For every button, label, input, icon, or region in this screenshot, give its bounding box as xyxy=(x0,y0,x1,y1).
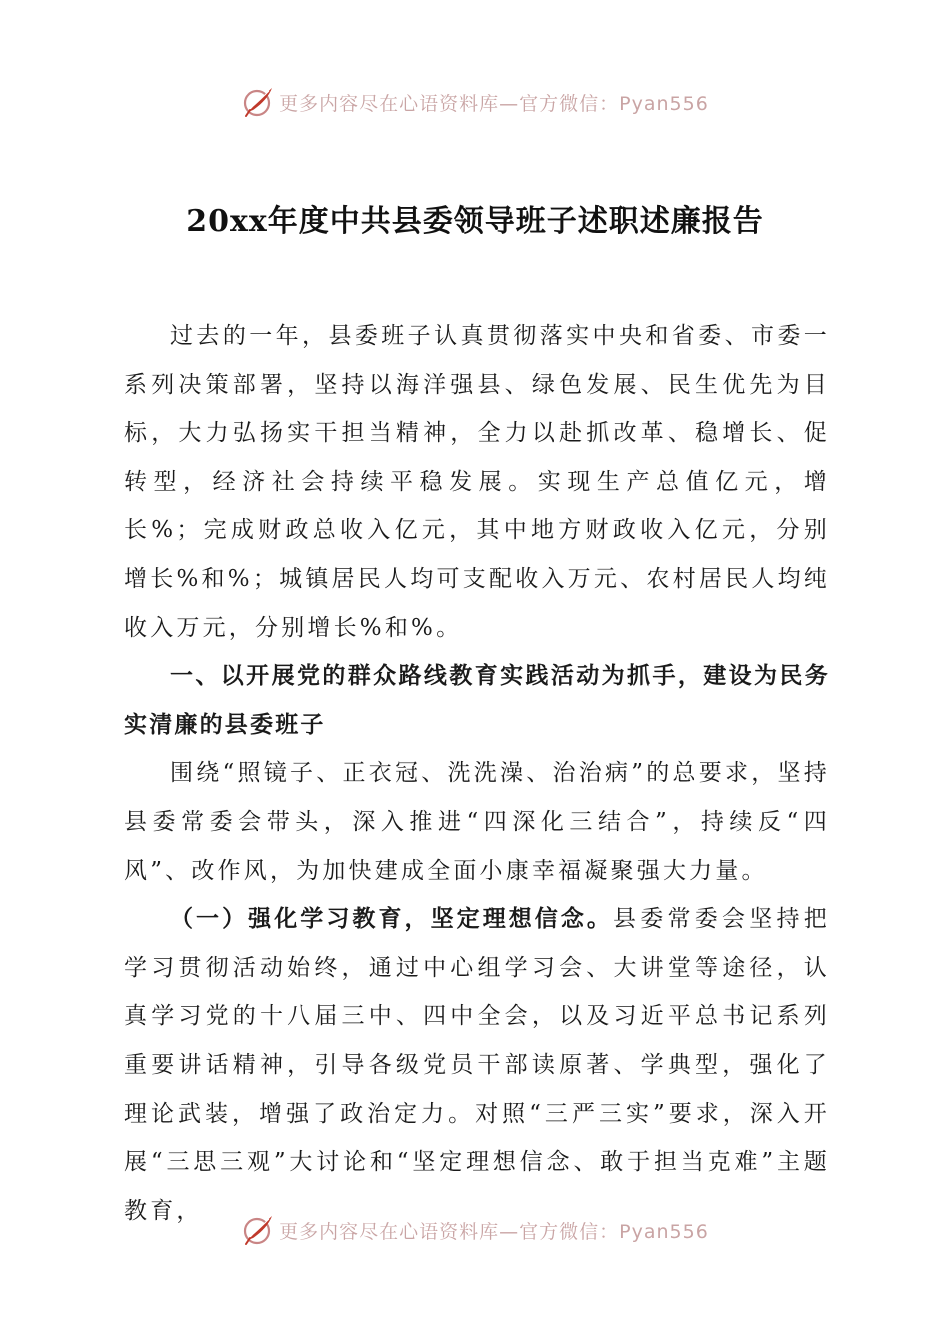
subsection-paragraph xyxy=(124,895,830,1235)
intro-paragraph: 过去的一年，县委班子认真贯彻落实中央和省委、市委一系列决策部署，坚持以海洋强县、绿色发展、民生优先为目标，大力弘扬实干担当精神，全力以赴抓改革、稳增长、促转型，经济社会持续平稳发展。实现生产总值亿元，增长%；完成财政总收入亿元，其中地方财政收入亿元，分别增长%和%；城镇居民人均可支配收入万元、农村居民人均纯收入万元，分别增长%和%。 xyxy=(124,323,830,641)
document-title: 20xx年度中共县委领导班子述职述廉报告 xyxy=(186,204,764,239)
document-body xyxy=(124,312,830,1235)
section-heading: 一、以开展党的群众路线教育实践活动为抓手，建设为民务实清廉的县委班子 xyxy=(124,663,830,738)
quill-pen-icon xyxy=(241,1213,275,1247)
watermark-text: 更多内容尽在心语资料库—官方微信：Pyan556 xyxy=(279,1220,709,1243)
subsection-body: 县委常委会坚持把学习贯彻活动始终，通过中心组学习会、大讲堂等途径，认真学习党的十八届三中、四中全会，以及习近平总书记系列重要讲话精神，引导各级党员干部读原著、学典型，强化了理论武装，增强了政治定力。对照“三严三实”要求，深入开展“三思三观”大讨论和“坚定理想信念、敢于担当克难”主题教育， xyxy=(124,906,831,1224)
header-watermark-banner xyxy=(0,82,950,122)
subsection-lead: （一）强化学习教育，坚定理想信念。 xyxy=(170,906,613,933)
footer-watermark-banner xyxy=(0,1210,950,1250)
quill-pen-icon xyxy=(241,85,275,119)
section-paragraph: 围绕“照镜子、正衣冠、洗洗澡、治治病”的总要求，坚持县委常委会带头，深入推进“四深化三结合”，持续反“四风”、改作风，为加快建成全面小康幸福凝聚强大力量。 xyxy=(124,760,830,884)
watermark-text: 更多内容尽在心语资料库—官方微信：Pyan556 xyxy=(279,92,709,115)
